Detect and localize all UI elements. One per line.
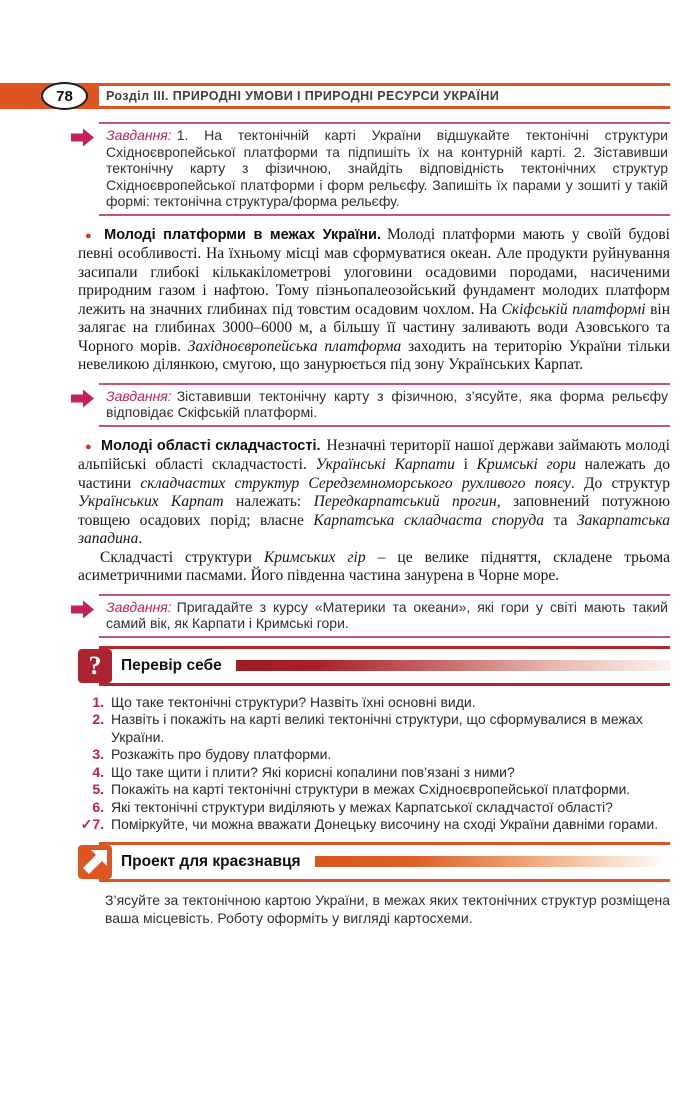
task-paragraph: [106, 599, 668, 632]
gradient-bar: [236, 660, 670, 671]
task-label: Завдання:: [106, 598, 172, 615]
item-text: Які тектонічні структури виділяють у межах Карпатської складчастої області?: [111, 798, 613, 815]
textbook-page: [0, 83, 700, 1112]
task-label: Завдання:: [106, 127, 172, 143]
bullet-icon: ●: [85, 440, 93, 453]
item-text: Поміркуйте, чи можна вважати Донецьку височину на сході України давніми горами.: [111, 816, 659, 832]
item-text: Що таке щити і плити? Які корисні копалини пов’язані з ними?: [111, 763, 515, 780]
gradient-bar: [315, 856, 670, 867]
project-text: З’ясуйте за тектонічною картою України, в межах яких тектонічних структур розміщена ваша місцевість. Роботу оформіть у вигляді картосхеми.: [105, 891, 670, 926]
page-number: 78: [56, 87, 73, 105]
task-paragraph: [106, 127, 668, 210]
section-body: Молоді платформи мають у своїй будові певні особливості. На їхньому місці мав сформуватися океан. Але продукти руйнування засипали глибокі кількакілометрові улоговини осадовими породами, насиченими природним газом і нафтою. Тому пізньопалеозойський фундамент молодих платформ лежить на значних глибинах під товстим осадовим чохлом. На Скіфській платформі він залягає на глибинах 3000–6000 м, а більшу її частину заливають води Азовського та Чорного морів. Західноєвропейська платформа заходить на територію України тільки невеликою ділянкою, смугою, що занурюється під зону Українських Карпат.: [78, 225, 671, 373]
list-item: [74, 799, 670, 817]
task-arrow-icon: [71, 128, 95, 147]
item-number: 6.: [92, 798, 104, 815]
item-number: 5.: [92, 781, 104, 797]
task-block-2: [99, 383, 670, 427]
task-block-1: [99, 122, 670, 216]
item-number: 4.: [92, 763, 104, 780]
project-header: [99, 842, 670, 882]
section-young-platforms: [78, 226, 670, 375]
item-text: Назвіть і покажіть на карті великі тектонічні структури, що сформувалися в межах України.: [111, 711, 643, 745]
project-body: [105, 891, 670, 927]
section-paragraph: Складчасті структури Кримських гір – це велике підняття, складене трьома асиметричними пасмами. Його південна частина занурена в Чорне море.: [78, 548, 670, 584]
list-item: [74, 694, 670, 712]
list-item: [74, 746, 670, 764]
ne-arrow-icon: [78, 845, 112, 879]
task-paragraph: [106, 388, 668, 421]
project-title: Проект для краєзнавця: [121, 852, 301, 870]
list-item: [74, 764, 670, 782]
task-text: 1. На тектонічній карті України відшукайте тектонічні структури Східноєвропейської платформи та підпишіть їх на контурній карті. 2. Зіставивши тектонічну карту з фізичною, знайдіть відповідність тектонічних структур Східноєвропейської платформи і форм рельєфу. Запишіть їх парами у зошиті у такій формі: тектонічна структура/форма рельєфу.: [106, 127, 668, 209]
section-paragraph: [78, 437, 670, 549]
question-list: [74, 694, 670, 834]
section-heading: Молоді платформи в межах України.: [104, 226, 381, 243]
item-number: ✓7.: [80, 816, 104, 832]
item-number: 1.: [92, 693, 104, 710]
section-heading: Молоді області складчастості.: [101, 437, 321, 454]
task-text: Пригадайте з курсу «Материки та океани», які гори у світі мають такий самий вік, як Карпати і Кримські гори.: [106, 598, 668, 631]
chapter-title: Розділ III. ПРИРОДНІ УМОВИ І ПРИРОДНІ РЕСУРСИ УКРАЇНИ: [106, 89, 500, 103]
task-arrow-icon: [71, 600, 95, 619]
checkmark-icon: ✓: [80, 816, 93, 832]
list-item: [74, 816, 670, 834]
item-number: 2.: [92, 711, 104, 727]
page-header: [0, 83, 700, 109]
page-number-badge: [41, 82, 88, 110]
bullet-icon: ●: [85, 229, 96, 242]
check-yourself-title: Перевір себе: [121, 656, 222, 674]
check-yourself-header: [88, 646, 670, 686]
item-text: Розкажіть про будову платформи.: [111, 746, 332, 762]
question-glyph: ?: [88, 650, 102, 680]
task-text: Зіставивши тектонічну карту з фізичною, з’ясуйте, яка форма рельєфу відповідає Скіфській платформі.: [106, 387, 668, 420]
section-young-folding: [78, 437, 670, 586]
task-label: Завдання:: [106, 387, 172, 404]
section-body: Незначні території нашої держави займають молоді альпійські області складчастості. Українські Карпати і Кримські гори належать до частини складчастих структур Середземноморського рухливого поясу. До структур Українських Карпат належать: Передкарпатський прогин, заповнений потужною товщею осадових порід; власне Карпатська складчаста споруда та Закарпатська западина.: [78, 436, 671, 547]
item-text: Що таке тектонічні структури? Назвіть їхні основні види.: [111, 693, 476, 710]
list-item: [74, 781, 670, 799]
item-text: Покажіть на карті тектонічні структури в межах Східноєвропейської платформи.: [111, 781, 631, 797]
task-arrow-icon: [71, 389, 95, 408]
task-block-3: [99, 594, 670, 638]
list-item: [74, 711, 670, 746]
question-mark-icon: [78, 649, 112, 683]
section-paragraph: [78, 226, 670, 375]
item-number: 3.: [92, 746, 104, 762]
